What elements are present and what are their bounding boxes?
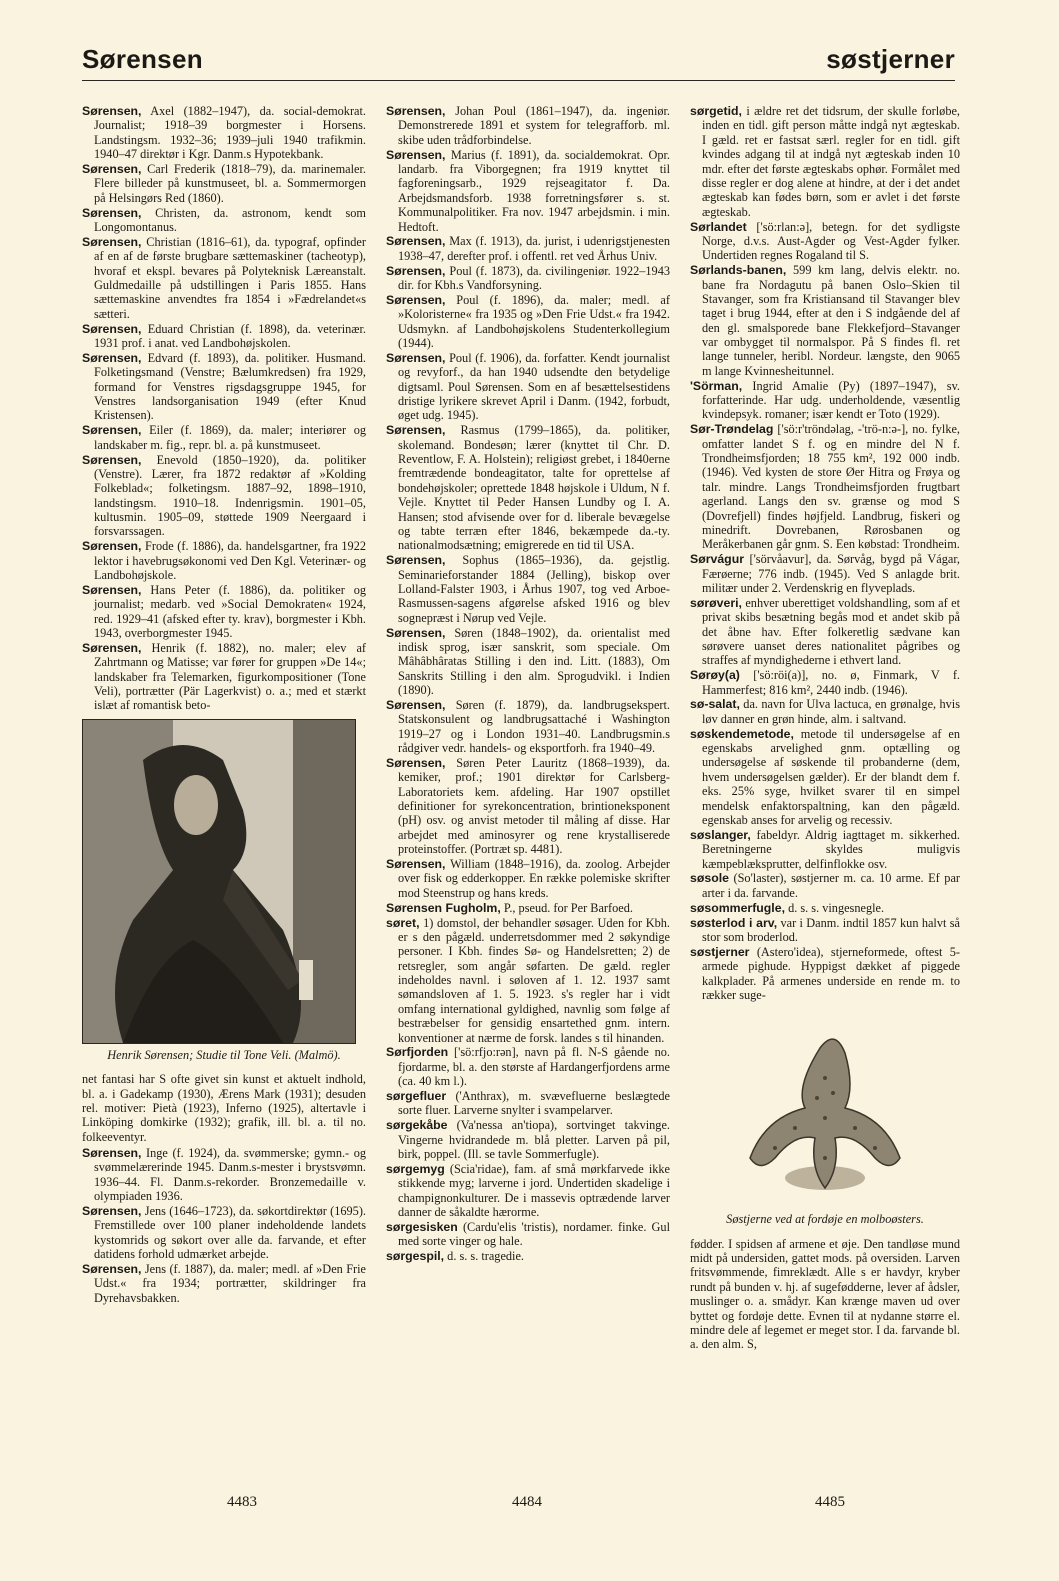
page-number-3: 4485 [815, 1494, 845, 1510]
entry-headword: sørgespil, [386, 1249, 445, 1264]
entry-text: Edvard (f. 1893), da. politiker. Husmand. Folketingsmand (Venstre; Bælumkredsen) fra 1929, formand for Venstres rigsdagsgruppe 1945, for Venstres landsorganisation 1949 (efter Knud Kristensen). [94, 350, 366, 423]
entry-text: Enevold (1850–1920), da. politiker (Venstre). Lærer, fra 1872 redaktør af »Kolding Folkeblad«; folketingsm. 1887–92, 1898–1910, landstingsm. 1910–18. Indenrigsmin. 1901–05, kultusmin. 1905–09, støttede 1909 Neergaard i forsvarssagen. [94, 452, 366, 539]
entry-headword: Sørensen, [386, 350, 446, 365]
entry [690, 552, 960, 595]
entry-text: ('Anthrax), m. svævefluerne beslægtede sorte fluer. Larverne snylter i svampelarver. [398, 1089, 670, 1118]
entry [386, 234, 670, 263]
entry-text: ['sö:röi(a)], no. ø, Finmark, V f. Hammerfest; 816 km², 2440 indb. (1946). [702, 668, 960, 697]
entry [82, 351, 366, 423]
entry [82, 162, 366, 205]
column-1-continuation: net fantasi har S ofte givet sin kunst et aktuelt indhold, bl. a. i Gadekamp (1930), Ærens Mark (1931); desuden rel. motiver: Pietà (1923), Inferno (1925), altertavle i Linköping domkirke (1932); grafik, ill. bl. a. til no. folkeeventyr. [82, 1072, 366, 1144]
entry [386, 756, 670, 857]
entry-text: (So'laster), søstjerner m. ca. 10 arme. Ef par arter i da. farvande. [702, 871, 960, 900]
entry-text: Christen, da. astronom, kendt som Longomontanus. [94, 205, 366, 234]
entry-headword: Sørensen, [386, 292, 446, 307]
entry [690, 596, 960, 668]
entry [690, 945, 960, 1003]
entry-headword: Sørensen, [386, 147, 446, 162]
entry [386, 148, 670, 234]
entry-text: Johan Poul (1861–1947), da. ingeniør. Demonstrerede 1891 et system for telegrafforb. ml. skibe uden trådforbindelse. [398, 104, 670, 147]
entry-text: (Va'nessa an'tiopa), sortvinget takvinge. Vingerne hvidrandede m. blå pletter. Larven på pil, birk, poppel. (Ill. se tavle Sommerfugle). [398, 1118, 670, 1161]
entry-text: 599 km lang, delvis elektr. no. bane fra Nordagutu på banen Oslo–Skien til Stavanger, som fra Kristiansand til Stavanger blev taget i brug 1944, efter at den i S indgående del af den gl. smalsporede bane Flekkefjord–Stavanger var ombygget til normalspor. På S findes fl. ret lange tunneler, heribl. Nordeur. længste, den 9065 m lange Kvinnesheitunnel. [702, 263, 960, 378]
entry-text: (Astero'idea), stjerneformede, oftest 5-armede pighude. Hyppigst dækket af piggede kalkplader. På armenes underside en rende m. to rækker suge- [702, 944, 960, 1002]
entry-headword: Sørensen, [82, 350, 142, 365]
entry-headword: Sørensen, [386, 697, 446, 712]
entry-headword: 'Sörman, [690, 378, 743, 393]
entry [386, 104, 670, 147]
entry-text: enhver uberettiget voldshandling, som af et privat skibs besætning begås mod et andet skib på det åbne hav. Efter folkeretlig sædvane kan sørøvere uanset deres nationalitet pågribes og straffes af myndighederne i ethvert land. [702, 595, 960, 668]
entry-text: Poul (f. 1906), da. forfatter. Kendt journalist og revyforf., da han 1940 udsendte den betydelige digtsaml. Poul Sørensen. Som en af besættelsestidens dristige lyrikere skrevet April i Danm. (1942, forbudt, øget udg. 1945). [398, 350, 670, 423]
entry-headword: sørgetid, [690, 104, 742, 118]
entry-headword: sørgesisken [386, 1219, 458, 1234]
entry-text: ['sö:r'tröndəlag, -'trö-n:ə-], no. fylke, omfatter landet S f. og en mindre del N f. Trondheimsfjorden; 18 755 km², 192 000 indb. (1946). Ved kysten de store Øer Hitra og Frøya og talr. mindre. Langs Trondheimsfjorden frugtbart agerland. Langs den sv. grænse og mod S (Dovrefjell) findes højfjeld. Landbrug, fiskeri og minedrift. Dovrebanen, Rørosbanen og Meråkerbanen går gnm. S. Een købstad: Trondheim. [702, 422, 960, 552]
entry-text: ['sörvåavur], da. Sørvåg, bygd på Vágar, Færøerne; 776 indb. (1945). Ved S anlagde brit. militær under 2. Verdenskrig en flyveplads. [702, 552, 960, 595]
entry [386, 626, 670, 698]
column-3-continuation: fødder. I spidsen af armene et øje. Den tandløse mund midt på undersiden, gattet mods. på oversiden. Larven fritsvømmende, fimreklædt. Alle s er havdyr, kryber rundt på bunden v. hj. af sugefødderne, lever af ådsler, muslinger o. a. smådyr. Kan krænge maven ud over byttet og fordøje dette. Evnen til at nydanne større el. mindre dele af legemet er meget stor. I da. farvande bl. a. den alm. S, [690, 1236, 960, 1352]
page-number-2: 4484 [512, 1494, 542, 1510]
figure-henrik-sorensen-painting [82, 719, 356, 1044]
entry-text: d. s. s. tragedie. [447, 1249, 525, 1264]
entry [386, 1045, 670, 1088]
entry [386, 1118, 670, 1161]
entry [690, 263, 960, 378]
entry-headword: Sørfjorden [386, 1045, 449, 1060]
entry-text: Frode (f. 1886), da. handelsgartner, fra 1922 lektor i havebrugsøkonomi ved Den Kgl. Veterinær- og Landbohøjskole. [94, 539, 366, 582]
entry [82, 1204, 366, 1262]
entry-headword: Sørlands-banen, [690, 263, 787, 278]
entry [82, 539, 366, 582]
entry-headword: Sørensen, [82, 234, 142, 249]
column-1-entries-b [82, 1146, 366, 1305]
entry-text: Ingrid Amalie (Py) (1897–1947), sv. forfatterinde. Har udg. underholdende, væsentlig kvindepsyk. romaner; især kendt er Toto (1929). [702, 378, 960, 422]
entry-text: (Scia'ridae), fam. af små mørkfarvede ikke stikkende myg; larverne i jord. Undertiden skadelige i champignonkulturer. De i massevis optrædende larver danner de såkaldte hærorme. [398, 1161, 670, 1219]
entry-text: fabeldyr. Aldrig iagttaget m. sikkerhed. Beretningerne skyldes muligvis kæmpeblæksprutter, delfinflokke osv. [702, 827, 960, 871]
entry-headword: søret, [386, 915, 420, 930]
entry-headword: Sørensen, [82, 1146, 142, 1160]
column-3-entries [690, 104, 960, 1002]
entry [690, 727, 960, 828]
entry-text: P., pseud. for Per Barfoed. [503, 900, 633, 915]
running-header-right: søstjerner [826, 44, 955, 74]
entry [386, 698, 670, 756]
entry [386, 423, 670, 552]
entry-text: Max (f. 1913), da. jurist, i udenrigstjenesten 1938–47, derefter prof. i offentl. ret ved Århus Univ. [398, 234, 670, 263]
entry [690, 422, 960, 551]
entry-headword: Sørensen Fugholm, [386, 900, 501, 915]
entry-text: Inge (f. 1924), da. svømmerske; gymn.- og svømmelærerinde 1945. Danm.s-mester i brystsvømn. 1936–44. Fl. Danm.s-rekorder. Bronzemedaille v. olympiaden 1936. [94, 1146, 366, 1204]
column-1-entries [82, 104, 366, 713]
entry-text: Henrik (f. 1882), no. maler; elev af Zahrtmann og Matisse; var fører for gruppen »De 14«; landskaber fra Telemarken, figurkompositioner (Tone Veli), portrætter (Pär Lagerkvist) o. a.; med et stærkt islæt af romantisk beto- [94, 640, 366, 713]
entry-headword: Sørensen, [82, 423, 142, 438]
entry [690, 697, 960, 726]
entry-text: da. navn for Ulva lactuca, en grønalge, hvis løv danner en grøn hinde, alm. i saltvand. [702, 697, 960, 726]
figure-caption-1: Henrik Sørensen; Studie til Tone Veli. (Malmö). [107, 1047, 341, 1062]
entry [82, 423, 366, 452]
entry [386, 1089, 670, 1118]
entry-headword: Sørensen, [386, 625, 446, 640]
entry-text: Søren (1848–1902), da. orientalist med indisk sprog, især sanskrit, som speciale. Om Mâhâbhâratas Stilling i den ind. Litt. (1883), Om Sanskrits Stilling i den alm. Sprogudvikl. i Indien (1890). [398, 625, 670, 697]
entry-text: Axel (1882–1947), da. social-demokrat. Journalist; 1918–39 borgmester i Horsens. Landstingsm. 1932–36; 1939–juli 1940 trafikmin. 1940–47 direktør i Kgr. Danm.s Hypotekbank. [94, 104, 366, 162]
entry [386, 857, 670, 900]
entry-headword: Sørøy(a) [690, 668, 740, 683]
entry-text: Søren (f. 1879), da. landbrugsekspert. Statskonsulent og landbrugsattaché i Washington 1919–27 og i London 1931–40. Landbrugsmin.s rådgiver vedr. handels- og eksportforh. fra 1940–49. [398, 697, 670, 755]
entry-text: Poul (f. 1896), da. maler; medl. af »Koloristerne« fra 1935 og »Den Frie Udst.« fra 1942. Udsmykn. af Landbohøjskolens Studenterkollegium (1944). [398, 292, 670, 350]
figure-caption-2: Søstjerne ved at fordøje en molboøsters. [726, 1212, 924, 1227]
figure-starfish-oyster [725, 1008, 925, 1208]
entry [386, 1220, 670, 1249]
entry-headword: Sørensen, [386, 755, 446, 770]
entry [690, 379, 960, 422]
starfish-illustration [725, 1008, 925, 1208]
entry [82, 641, 366, 713]
entry-headword: Sørensen, [386, 553, 446, 568]
entry-headword: søskendemetode, [690, 726, 794, 741]
entry-text: (Cardu'elis 'tristis), nordamer. finke. Gul med sorte vinger og hale. [398, 1219, 670, 1249]
entry-text: i ældre ret det tidsrum, der skulle forløbe, inden en tidl. gift person måtte indgå nyt ægteskab. I gæld. ret er fastsat særl. regler for en tidl. gift kvindes adgang til at indgå nyt ægteskab inden 10 mdr. efter det første ægteskabs ophør. Formålet med disse regler er dog alene at hindre, at der i det andet ægteskab kan fødes børn, som er avlet i det første ægteskab. [702, 104, 960, 219]
entry-headword: Sørensen, [82, 205, 142, 220]
entry-headword: Sørensen, [82, 1204, 142, 1218]
entry [386, 351, 670, 423]
entry [690, 871, 960, 900]
entry [690, 828, 960, 871]
entry [386, 293, 670, 351]
entry-headword: Sørensen, [386, 423, 446, 438]
entry-text: Jens (f. 1887), da. maler; medl. af »Den Frie Udst.« fra 1934; portrætter, skildringer fra Dyrehavsbakken. [94, 1262, 366, 1305]
entry-headword: sø-salat, [690, 697, 740, 712]
entry-text: Sophus (1865–1936), da. gejstlig. Seminarieforstander 1884 (Jelling), biskop over Lolland-Falster 1903, i Århus 1907, tog ved Arboe-Rasmussen-sagens afgørelse afsked 1916 og blev sognepræst i Nørup ved Vejle. [398, 553, 670, 625]
entry-headword: Sørensen, [386, 104, 446, 118]
entry-headword: sørgemyg [386, 1161, 445, 1176]
page-number-1: 4483 [227, 1494, 257, 1510]
entry-text: var i Danm. indtil 1857 kun halvt så stor som broderlod. [702, 915, 960, 944]
entry-text: Hans Peter (f. 1886), da. politiker og journalist; medarb. ved »Social Demokraten« 1924, red. 1929–41 (afsked efter ty. krav), borgmester i Kbh. 1943, overborgmester 1945. [94, 582, 366, 640]
entry-headword: Sørensen, [386, 234, 446, 249]
entry-headword: Sørensen, [82, 162, 142, 176]
entry [690, 220, 960, 263]
entry-text: Eduard Christian (f. 1898), da. veterinær. 1931 prof. i anat. ved Landbohøjskolen. [94, 321, 366, 350]
entry [82, 453, 366, 539]
entry-headword: Sørensen, [82, 452, 142, 467]
entry [690, 668, 960, 697]
header-rule [82, 80, 955, 81]
entry [690, 901, 960, 915]
entry [386, 901, 670, 915]
entry-headword: søslanger, [690, 827, 751, 842]
entry-text: ['sö:rlan:ə], betegn. for det sydligste Norge, d.v.s. Aust-Agder og Vest-Agder fylker. Undertiden regnes Rogaland til S. [702, 219, 960, 263]
entry [82, 1146, 366, 1204]
entry-headword: Sørensen, [82, 539, 142, 554]
entry [386, 1249, 670, 1263]
entry-text: Rasmus (1799–1865), da. politiker, skolemand. Bondesøn; lærer (knyttet til Chr. D. Reventlow, F. A. Holstein); religiøst grebet, i 1840erne fremtrædende bondeagitator, talte for oprettelse af bondehøjskoler; oprettede 1848 højskole i Uldum, N f. Vejle. Knyttet til Peder Hansen Lundby og I. A. Hansen; stod afvisende over for d. liberale bevægelse og tabte terræn efter 1846, bekæmpede da.-ty. nationalmodsætning; emigrerede en tid til USA. [398, 423, 670, 553]
painting-image [83, 720, 355, 1043]
entry [82, 104, 366, 162]
entry [386, 264, 670, 293]
entry-text: 1) domstol, der behandler søsager. Uden for Kbh. er s den pågæld. underretsdommer med 2 søkyndige personer. I Kbh. findes Sø- og Handelsretten; 2) de retsregler, som angår søfarten. De gæld. regler indeholdes navnl. i søloven af 1. 12. 1937 samt sømandsloven af 1. 5. 1923. s's regler har i vidt omfang international gyldighed, navnlig som følge af bestræbelser for gensidig ensartethed gnm. intern. konventioner at nærme de forsk. landes s til hinanden. [398, 915, 670, 1045]
entry-text: metode til undersøgelse af en egenskabs arvelighed gnm. optælling og undersøgelse af søskende til probanderne (dem, hvem undersøgelsen gælder). Er der blandt dem f. eks. 25% syge, hvilket svarer til en simpel mendelsk enfaktorspaltning, kan den pågæld. egenskab anses for arvelig og recessiv. [702, 726, 960, 827]
entry [82, 322, 366, 351]
entry-headword: Sørensen, [386, 857, 446, 871]
column-3 [690, 104, 960, 1484]
entry-headword: Sørensen, [82, 321, 142, 336]
running-header-left: Sørensen [82, 44, 203, 74]
entry-headword: søsole [690, 871, 729, 886]
entry-headword: sørgekåbe [386, 1118, 448, 1133]
entry [690, 104, 960, 219]
entry-headword: Sørlandet [690, 219, 747, 234]
column-2-entries [386, 104, 670, 1264]
entry-headword: søsterlod i arv, [690, 915, 778, 930]
column-1 [82, 104, 366, 1484]
entry-headword: søsommerfugle, [690, 900, 785, 915]
entry [690, 916, 960, 945]
entry-headword: sørøveri, [690, 595, 742, 610]
entry [82, 235, 366, 321]
entry-headword: Sørvágur [690, 552, 744, 567]
entry [386, 553, 670, 625]
entry [386, 1162, 670, 1220]
entry-headword: sørgefluer [386, 1089, 447, 1103]
entry-headword: Sørensen, [386, 263, 446, 278]
entry-text: Eiler (f. 1869), da. maler; interiører og landskaber m. fig., repr. bl. a. på kunstmuseet. [94, 423, 366, 452]
entry [82, 1262, 366, 1305]
entry-text: Jens (1646–1723), da. søkortdirektør (1695). Fremstillede over 100 planer indeholdende landets kystomrids og søkort over alle da. farvande, et efter datidens forhold udmærket arbejde. [94, 1204, 366, 1262]
column-2 [386, 104, 670, 1484]
entry [386, 916, 670, 1045]
entry [82, 206, 366, 235]
entry-text: d. s. s. vingesnegle. [788, 900, 885, 915]
entry-headword: Sør-Trøndelag [690, 422, 774, 437]
entry-text: William (1848–1916), da. zoolog. Arbejder over fisk og edderkopper. En række polemiske skrifter mod Steenstrup og hans kreds. [398, 857, 670, 900]
entry-text: ['sö:rfjo:rən], navn på fl. N-S gående no. fjordarme, bl. a. den største af Hardangerfjordens arme (ca. 40 km l.). [398, 1045, 670, 1089]
entry-headword: Sørensen, [82, 582, 142, 597]
entry-text: Carl Frederik (1818–79), da. marinemaler. Flere billeder på kunstmuseet, bl. a. Sommermorgen på Helsingørs Red (1860). [94, 162, 366, 205]
entry-headword: søstjerner [690, 944, 750, 959]
entry-text: Marius (f. 1891), da. socialdemokrat. Opr. landarb. fra Viborgegnen; fra 1919 knyttet til fagforeningsarb., 1929 rejseagitator f. Da. Arbejdsmandsforb. 1938 forretningsfører s. st. Kommunalpolitiker. Fra nov. 1947 arbejdsmin. i min. Hedtoft. [398, 147, 670, 234]
entry-headword: Sørensen, [82, 640, 142, 655]
entry-headword: Sørensen, [82, 1262, 142, 1276]
entry-headword: Sørensen, [82, 104, 142, 118]
entry [82, 583, 366, 641]
entry-text: Poul (f. 1873), da. civilingeniør. 1922–1943 dir. for Kbh.s Vandforsyning. [398, 263, 670, 292]
entry-text: Christian (1816–61), da. typograf, opfinder af en af de første brugbare sættemaskiner (tacheotyp), hvoraf et ekspl. bevares på Polyteknisk Læreanstalt. Guldmedaille på udstillingen i Paris 1855. Hans sættemaskine anvendtes fra 1854 i »Fædrelandet«s sætteri. [94, 234, 366, 321]
entry-text: Søren Peter Lauritz (1868–1939), da. kemiker, prof.; 1901 direktør for Carlsberg-Laboratoriets kem. afdeling. Har 1907 opstillet definitioner for syrekoncentration, brintioneksponent (pH) osv. og anvist metoder til måling af disse. Har arbejdet med aminosyrer og rene krystalliserede proteinstoffer. (Portræt sp. 4481). [398, 755, 670, 857]
